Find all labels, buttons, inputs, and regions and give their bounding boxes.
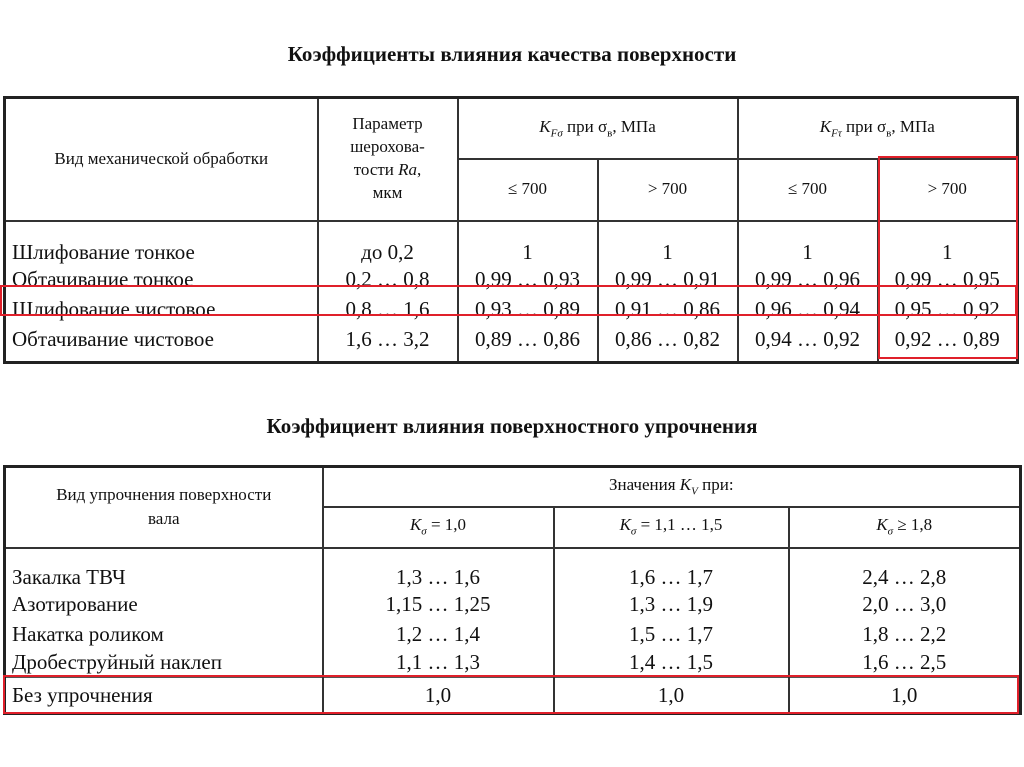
row-value: 1,6 … 1,7 bbox=[554, 548, 789, 590]
row-name: Обтачивание чистовое bbox=[5, 325, 318, 363]
row-value: 0,94 … 0,92 bbox=[738, 325, 878, 363]
surface-hardening-table bbox=[3, 465, 1022, 715]
row-value: 0,86 … 0,82 bbox=[598, 325, 738, 363]
row-name: Шлифование чистовое bbox=[5, 295, 318, 325]
row-value: 0,93 … 0,89 bbox=[458, 295, 598, 325]
table-row bbox=[5, 548, 1021, 590]
table-row bbox=[5, 649, 1021, 678]
table-row bbox=[5, 325, 1018, 363]
row-name: Закалка ТВЧ bbox=[5, 548, 323, 590]
k-sigma-3-header: $K_\sigma \ge 1,8$ bbox=[789, 507, 1021, 548]
row-value: 1,8 … 2,2 bbox=[789, 620, 1021, 649]
row-value: 2,4 … 2,8 bbox=[789, 548, 1021, 590]
row-value: 1,2 … 1,4 bbox=[323, 620, 554, 649]
row-value: 0,99 … 0,95 bbox=[878, 265, 1018, 295]
row-name: Накатка роликом bbox=[5, 620, 323, 649]
row-name: Азотирование bbox=[5, 590, 323, 620]
row-value: 0,99 … 0,91 bbox=[598, 265, 738, 295]
tau-le700-header: ≤ 700 bbox=[738, 159, 878, 221]
tau-gt700-header: > 700 bbox=[878, 159, 1018, 221]
row-name: Дробеструйный наклеп bbox=[5, 649, 323, 678]
table-row bbox=[5, 265, 1018, 295]
kf-sigma-header: $K_{F\sigma}$ при $\sigma_в$, МПа bbox=[458, 98, 738, 159]
row-value: 0,92 … 0,89 bbox=[878, 325, 1018, 363]
row-ra: до 0,2 bbox=[318, 221, 458, 265]
row-value: 0,99 … 0,93 bbox=[458, 265, 598, 295]
row-value: 1,4 … 1,5 bbox=[554, 649, 789, 678]
table-row bbox=[5, 295, 1018, 325]
row-value: 1,15 … 1,25 bbox=[323, 590, 554, 620]
sigma-le700-header: ≤ 700 bbox=[458, 159, 598, 221]
surface-quality-table bbox=[3, 96, 1019, 364]
row-value: 1,0 bbox=[789, 678, 1021, 714]
row-value: 0,96 … 0,94 bbox=[738, 295, 878, 325]
kf-tau-header: $K_{F\tau}$ при $\sigma_в$, МПа bbox=[738, 98, 1018, 159]
row-value: 1 bbox=[738, 221, 878, 265]
k-sigma-1-header: $K_\sigma = 1,0$ bbox=[323, 507, 554, 548]
table-row bbox=[5, 221, 1018, 265]
row-value: 0,99 … 0,96 bbox=[738, 265, 878, 295]
row-value: 0,89 … 0,86 bbox=[458, 325, 598, 363]
row-value: 0,95 … 0,92 bbox=[878, 295, 1018, 325]
table-row bbox=[5, 620, 1021, 649]
row-value: 1 bbox=[458, 221, 598, 265]
row-value: 2,0 … 3,0 bbox=[789, 590, 1021, 620]
row-ra: 0,2 … 0,8 bbox=[318, 265, 458, 295]
row-value: 1,6 … 2,5 bbox=[789, 649, 1021, 678]
row-ra: 1,6 … 3,2 bbox=[318, 325, 458, 363]
surface-quality-title: Коэффициенты влияния качества поверхности bbox=[287, 42, 737, 66]
machining-type-header: Вид механической обработки bbox=[5, 98, 318, 221]
kv-values-header: Значения $K_V$ при: bbox=[323, 467, 1021, 507]
table-row bbox=[5, 590, 1021, 620]
row-value: 1,1 … 1,3 bbox=[323, 649, 554, 678]
surface-hardening-title: Коэффициент влияния поверхностного упрочнения bbox=[266, 414, 758, 438]
row-name: Обтачивание тонкое bbox=[5, 265, 318, 295]
row-name: Без упрочнения bbox=[5, 678, 323, 714]
row-value: 1,0 bbox=[554, 678, 789, 714]
row-name: Шлифование тонкое bbox=[5, 221, 318, 265]
row-value: 1,5 … 1,7 bbox=[554, 620, 789, 649]
k-sigma-2-header: $K_\sigma = 1,1$ … 1,5 bbox=[554, 507, 789, 548]
row-value: 1,3 … 1,6 bbox=[323, 548, 554, 590]
table-row bbox=[5, 678, 1021, 714]
row-value: 1 bbox=[878, 221, 1018, 265]
row-value: 1 bbox=[598, 221, 738, 265]
sigma-gt700-header: > 700 bbox=[598, 159, 738, 221]
row-value: 0,91 … 0,86 bbox=[598, 295, 738, 325]
row-value: 1,3 … 1,9 bbox=[554, 590, 789, 620]
roughness-header: Параметр шерохова- тости Ra, мкм bbox=[318, 98, 458, 221]
row-value: 1,0 bbox=[323, 678, 554, 714]
row-ra: 0,8 … 1,6 bbox=[318, 295, 458, 325]
hardening-type-header: Вид упрочнения поверхности вала bbox=[5, 467, 323, 548]
